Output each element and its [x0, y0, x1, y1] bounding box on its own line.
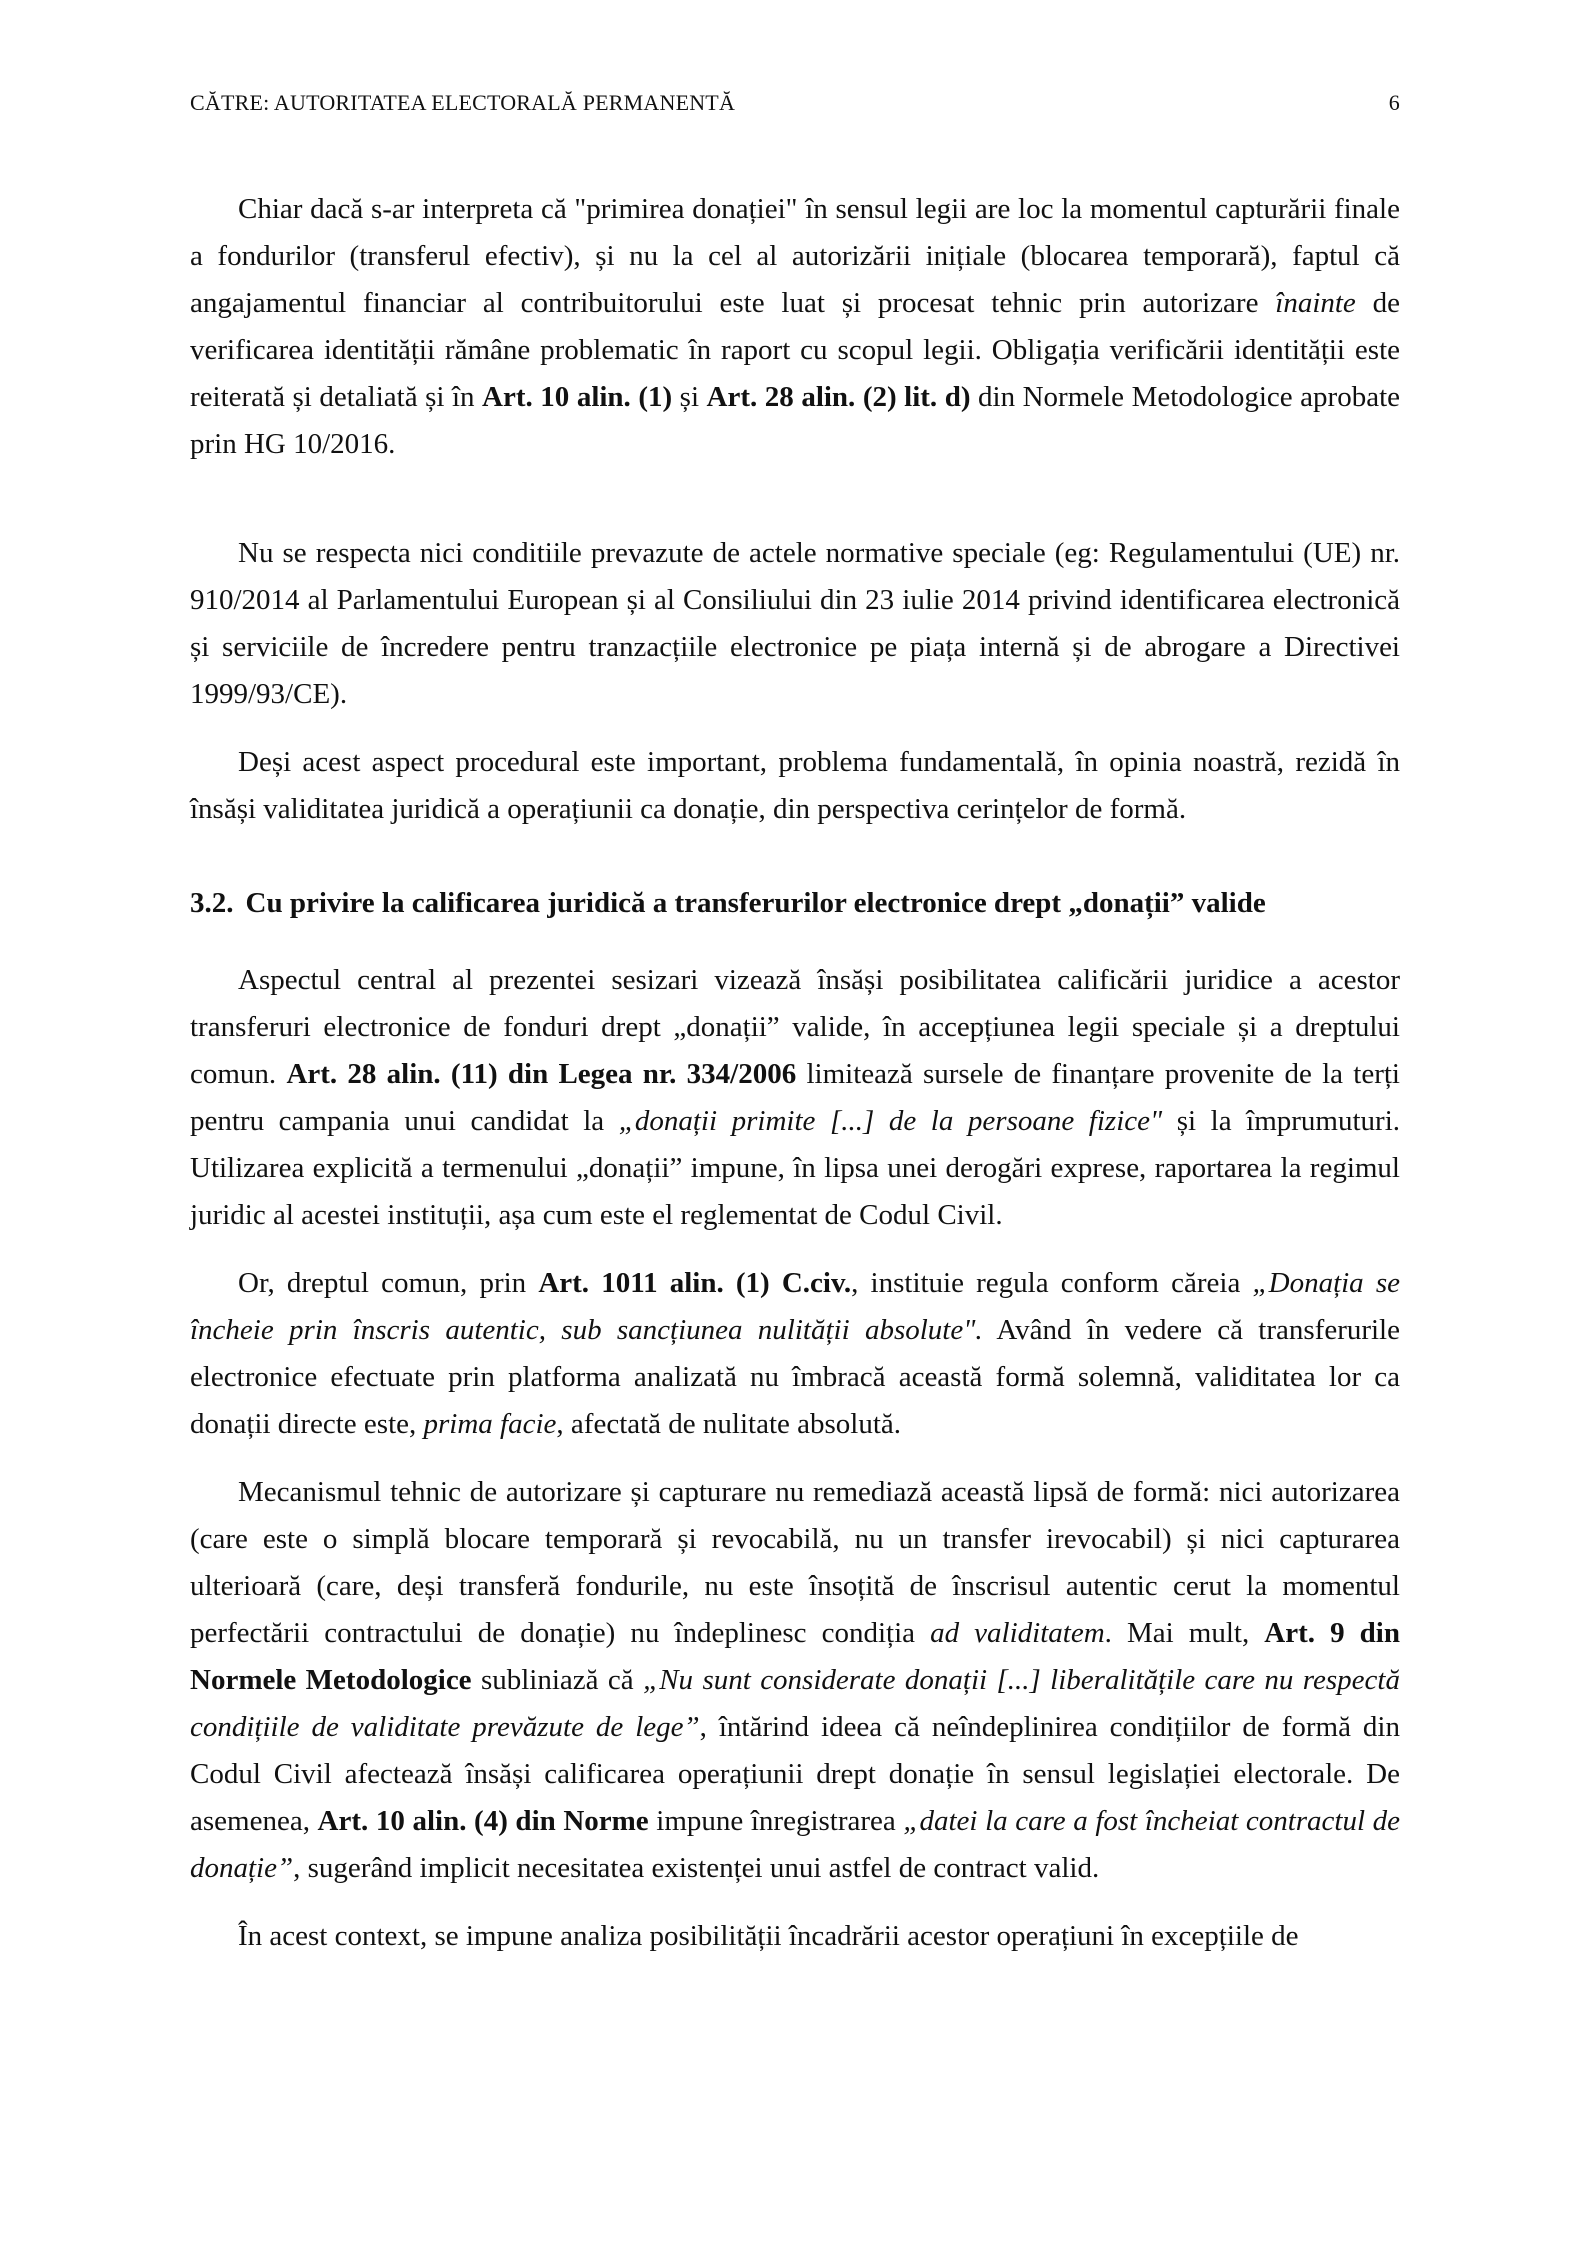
text-run: de verificarea identității rămâne problematic în raport cu scopul legii. Obligația verificării identității este reiterată și detaliată și în: [190, 287, 1401, 413]
text-run: . Mai mult,: [1104, 1617, 1265, 1649]
legal-reference: Art. 28 alin. (11) din Legea nr. 334/2006: [286, 1058, 797, 1090]
text-run: impune înregistrarea: [648, 1805, 904, 1837]
legal-reference: Art. 10 alin. (4) din Norme: [317, 1805, 649, 1837]
text-run: Chiar dacă s-ar interpreta că "primirea donației" în sensul legii are loc la momentul capturării finale a fondurilor (transferul efectiv), și nu la cel al autorizării inițiale (blocarea temporară), faptul că angajamentul financiar al contribuitorului este luat și procesat tehnic prin autorizare: [190, 193, 1400, 319]
section-heading: [190, 880, 1400, 927]
text-run: subliniază că: [471, 1664, 644, 1696]
quoted-law-text: „Nu sunt considerate donații [...] liberalitățile care nu respectă condițiile de validitate prevăzute de lege”: [190, 1664, 1400, 1743]
text-run: , afectată de nulitate absolută.: [556, 1408, 902, 1440]
page-number: 6: [1388, 90, 1400, 115]
emphasis-text: înainte: [1275, 287, 1356, 319]
text-run: , sugerând implicit necesitatea existenței unui astfel de contract valid.: [293, 1852, 1100, 1884]
paragraph-civil-code: [190, 1260, 1400, 1448]
legal-reference: Art. 10 alin. (1): [482, 381, 673, 413]
text-run: din Normele Metodologice aprobate prin HG 10/2016.: [190, 381, 1401, 460]
paragraph-form-requirements: Deși acest aspect procedural este important, problema fundamentală, în opinia noastră, rezidă în însăși validitatea juridică a operațiunii ca donație, din perspectiva cerințelor de formă.: [190, 746, 1400, 825]
text-run: limitează sursele de finanțare provenite de la terți pentru campania unui candidat la: [190, 1058, 1400, 1137]
paragraph-capture-vs-authorization: [190, 186, 1400, 468]
text-run: și: [672, 381, 707, 413]
paragraph-context: În acest context, se impune analiza posibilității încadrării acestor operațiuni în excepțiile de: [238, 1920, 1299, 1952]
text-run: și la împrumuturi. Utilizarea explicită a termenului „donații” impune, în lipsa unei derogări exprese, raportarea la regimul juridic al acestei instituții, așa cum este el reglementat de Codul Civil.: [190, 1105, 1401, 1231]
quoted-law-text: „Donația se încheie prin înscris autentic, sub sancțiunea nulității absolute".: [190, 1267, 1400, 1346]
section-number: 3.2.: [190, 887, 234, 919]
text-run: , instituie regula conform căreia: [851, 1267, 1253, 1299]
quoted-law-text: „datei la care a fost încheiat contractul de donație”: [190, 1805, 1400, 1884]
emphasis-text: prima facie: [423, 1408, 557, 1440]
running-header: [190, 90, 1400, 126]
legal-reference: Art. 28 alin. (2) lit. d): [706, 381, 971, 413]
paragraph-technical-mechanism: [190, 1469, 1400, 1892]
text-run: Aspectul central al prezentei sesizari vizează însăși posibilitatea calificării juridice a acestor transferuri electronice de fonduri drept „donații” valide, în accepțiunea legii speciale și a dreptului comun.: [190, 964, 1400, 1090]
header-recipient: CĂTRE: AUTORITATEA ELECTORALĂ PERMANENTĂ: [190, 90, 736, 115]
text-run: , întărind ideea că neîndeplinirea condițiilor de formă din Codul Civil afectează însăși calificarea operațiunii drept donație în sensul legislației electorale. De asemenea,: [190, 1711, 1400, 1837]
document-body: [190, 186, 1400, 1960]
paragraph-eidas-regulation: Nu se respecta nici conditiile prevazute de actele normative speciale (eg: Regulamentului (UE) nr. 910/2014 al Parlamentului European și al Consiliului din 23 iulie 2014 privind identificarea electronică și serviciile de încredere pentru tranzacțiile electronice pe piața internă și de abrogare a Directivei 1999/93/CE).: [190, 537, 1400, 710]
quoted-law-text: „donații primite [...] de la persoane fizice": [618, 1105, 1163, 1137]
text-run: Or, dreptul comun, prin: [238, 1267, 539, 1299]
legal-reference: Art. 9 din Normele Metodologice: [190, 1617, 1400, 1696]
emphasis-text: ad validitatem: [930, 1617, 1105, 1649]
text-run: Având în vedere că transferurile electronice efectuate prin platforma analizată nu îmbracă această formă solemnă, validitatea lor ca donații directe este,: [190, 1314, 1400, 1440]
paragraph-legal-qualification: [190, 957, 1400, 1239]
text-run: Mecanismul tehnic de autorizare și capturare nu remediază această lipsă de formă: nici autorizarea (care este o simplă blocare temporară și revocabilă, nu un transfer irevocabil) și nici capturarea ulterioară (care, deși transferă fondurile, nu este însoțită de înscrisul autentic cerut la momentul perfectării contractului de donație) nu îndeplinesc condiția: [190, 1476, 1400, 1649]
legal-reference: Art. 1011 alin. (1) C.civ.: [538, 1267, 852, 1299]
section-title: Cu privire la calificarea juridică a transferurilor electronice drept „donații” valide: [245, 887, 1266, 919]
